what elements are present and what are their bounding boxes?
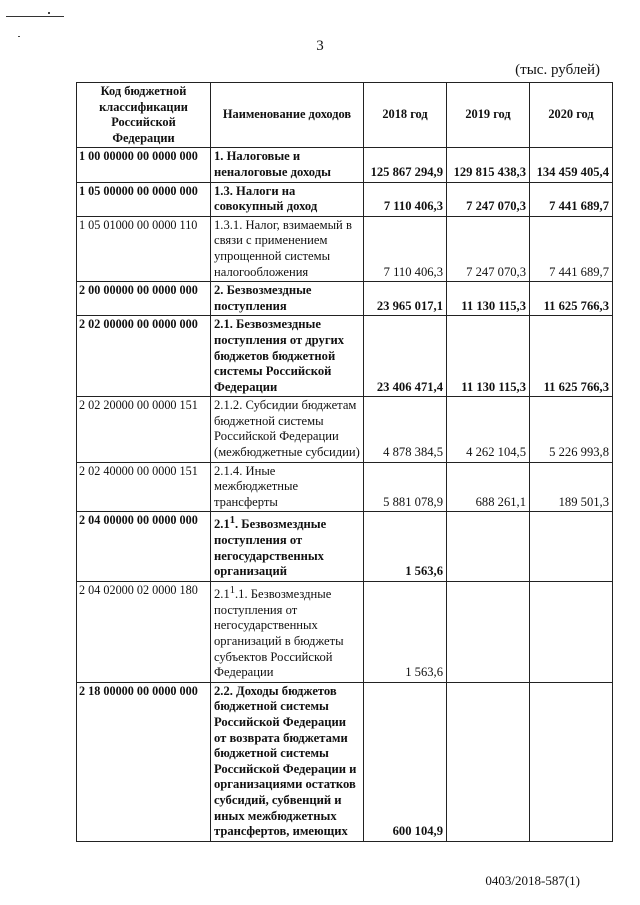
cell-2018: 125 867 294,9 xyxy=(364,148,447,182)
cell-2018: 23 965 017,1 xyxy=(364,282,447,316)
cell-code: 2 02 40000 00 0000 151 xyxy=(77,462,211,512)
header-name: Наименование доходов xyxy=(211,83,364,148)
table-row xyxy=(77,282,613,316)
header-2018: 2018 год xyxy=(364,83,447,148)
cell-2020: 189 501,3 xyxy=(530,462,613,512)
cell-name: 1. Налоговые и неналоговые доходы xyxy=(211,148,364,182)
cell-2018: 5 881 078,9 xyxy=(364,462,447,512)
table-row xyxy=(77,582,613,683)
cell-code: 1 05 01000 00 0000 110 xyxy=(77,216,211,281)
cell-code: 1 00 00000 00 0000 000 xyxy=(77,148,211,182)
cell-2019: 7 247 070,3 xyxy=(447,216,530,281)
cell-name: 2.1. Безвозмездные поступления от других бюджетов бюджетной системы Российской Федерации xyxy=(211,316,364,397)
cell-2020: 11 625 766,3 xyxy=(530,316,613,397)
table-header-row xyxy=(77,83,613,148)
cell-code: 2 02 00000 00 0000 000 xyxy=(77,316,211,397)
cell-2020: 11 625 766,3 xyxy=(530,282,613,316)
cell-code: 1 05 00000 00 0000 000 xyxy=(77,182,211,216)
cell-code: 2 02 20000 00 0000 151 xyxy=(77,397,211,462)
cell-2018: 7 110 406,3 xyxy=(364,182,447,216)
header-2020: 2020 год xyxy=(530,83,613,148)
cell-2020 xyxy=(530,582,613,683)
cell-2019 xyxy=(447,582,530,683)
scan-mark xyxy=(6,16,64,17)
cell-2019: 688 261,1 xyxy=(447,462,530,512)
cell-code: 2 04 00000 00 0000 000 xyxy=(77,512,211,582)
cell-name xyxy=(211,512,364,582)
cell-2020: 7 441 689,7 xyxy=(530,182,613,216)
header-2019: 2019 год xyxy=(447,83,530,148)
cell-2019: 7 247 070,3 xyxy=(447,182,530,216)
cell-name: 2.1.4. Иные межбюджетные трансферты xyxy=(211,462,364,512)
cell-name: 2.1.2. Субсидии бюджетам бюджетной системы Российской Федерации (межбюджетные субсидии) xyxy=(211,397,364,462)
cell-name xyxy=(211,582,364,683)
units-note: (тыс. рублей) xyxy=(515,62,600,78)
table-row xyxy=(77,682,613,841)
cell-name: 2.2. Доходы бюджетов бюджетной системы Российской Федерации от возврата бюджетами бюджетной системы Российской Федерации и организациями остатков субсидий, субвенций и иных межбюджетных трансфертов, имеющих xyxy=(211,682,364,841)
cell-2019 xyxy=(447,682,530,841)
cell-2018: 4 878 384,5 xyxy=(364,397,447,462)
cell-2018: 7 110 406,3 xyxy=(364,216,447,281)
cell-2019: 11 130 115,3 xyxy=(447,316,530,397)
table-row xyxy=(77,216,613,281)
cell-2018: 1 563,6 xyxy=(364,512,447,582)
header-code: Код бюджетной классификации Российской Федерации xyxy=(77,83,211,148)
cell-2019 xyxy=(447,512,530,582)
revenue-table xyxy=(76,82,613,842)
cell-code: 2 18 00000 00 0000 000 xyxy=(77,682,211,841)
name-prefix: 2.1 xyxy=(214,517,230,532)
name-suffix: . Безвозмездные поступления от негосударственных организаций xyxy=(214,517,327,579)
table-row xyxy=(77,316,613,397)
cell-2020: 7 441 689,7 xyxy=(530,216,613,281)
cell-name: 1.3. Налоги на совокупный доход xyxy=(211,182,364,216)
cell-2019: 4 262 104,5 xyxy=(447,397,530,462)
cell-code: 2 00 00000 00 0000 000 xyxy=(77,282,211,316)
cell-2018: 23 406 471,4 xyxy=(364,316,447,397)
table-row xyxy=(77,462,613,512)
table-row xyxy=(77,397,613,462)
cell-2019: 129 815 438,3 xyxy=(447,148,530,182)
cell-2018: 1 563,6 xyxy=(364,582,447,683)
scan-dot xyxy=(48,12,50,14)
cell-2020: 5 226 993,8 xyxy=(530,397,613,462)
cell-name: 1.3.1. Налог, взимаемый в связи с применением упрощенной системы налогообложения xyxy=(211,216,364,281)
name-prefix: 2.1 xyxy=(214,587,230,602)
cell-2020: 134 459 405,4 xyxy=(530,148,613,182)
cell-2020 xyxy=(530,682,613,841)
name-superscript: 1 xyxy=(229,585,235,596)
table-row xyxy=(77,512,613,582)
table-row xyxy=(77,148,613,182)
name-superscript: 1 xyxy=(229,515,235,527)
name-suffix: .1. Безвозмездные поступления от негосударственных организаций в бюджеты субъектов Российской Федерации xyxy=(214,587,344,680)
document-reference: 0403/2018-587(1) xyxy=(485,873,580,888)
cell-2019: 11 130 115,3 xyxy=(447,282,530,316)
page-number: 3 xyxy=(316,38,324,54)
cell-name: 2. Безвозмездные поступления xyxy=(211,282,364,316)
cell-2020 xyxy=(530,512,613,582)
cell-2018: 600 104,9 xyxy=(364,682,447,841)
cell-code: 2 04 02000 02 0000 180 xyxy=(77,582,211,683)
table-row xyxy=(77,182,613,216)
scan-dot xyxy=(18,36,20,37)
